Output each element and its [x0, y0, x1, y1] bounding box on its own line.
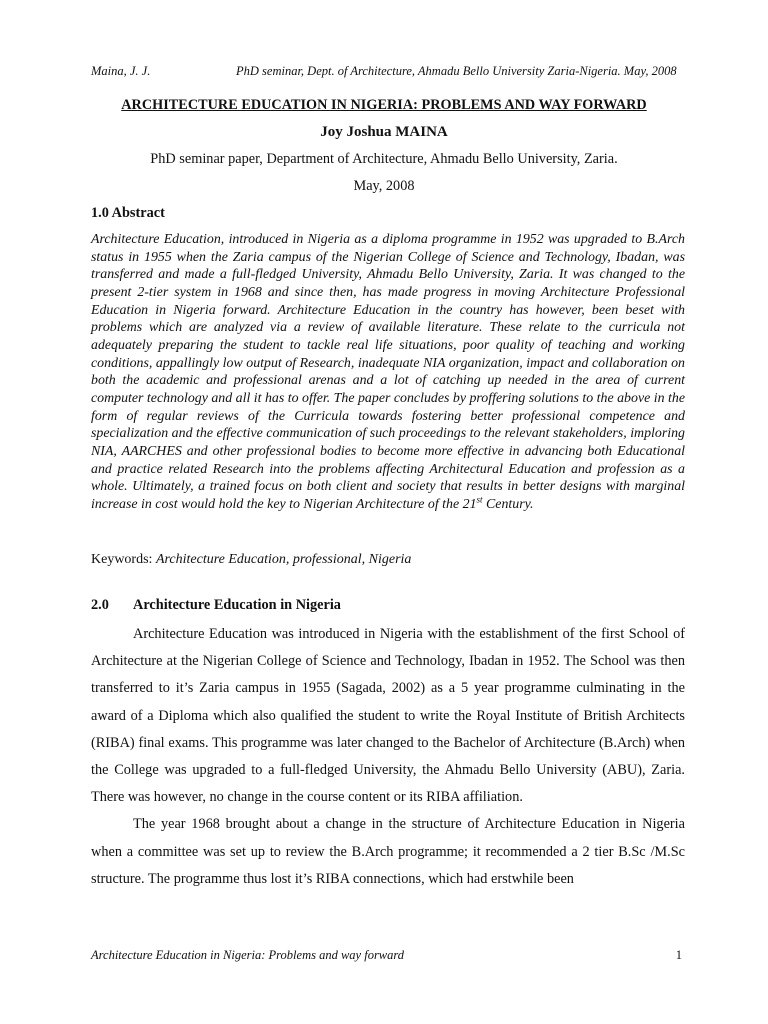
keywords-values: Architecture Education, professional, Nigeria: [155, 552, 412, 567]
abstract-superscript: st: [476, 494, 483, 505]
author-name: Joy Joshua MAINA: [320, 124, 448, 140]
abstract-text: [91, 231, 685, 514]
abstract-main-text: Architecture Education, introduced in Nigeria as a diploma programme in 1952 was upgraded to B.Arch status in 1955 when the Zaria campus of the Nigerian College of Science and Technology, Ibadan, was transferred and made a full-fledged University, Ahmadu Bello University, Zaria. It was changed to the present 2-tier system in 1968 and since then, has made progress in moving Architecture Professional Education in Nigeria forward. Architecture Education in the country has however, been beset with problems which are analyzed via a review of available literature. These relate to the curricula not adequately preparing the student to tackle real life situations, poor quality of teaching and working conditions, appallingly low output of Research, inadequate NIA organization, impact and collaboration on both the academic and professional arenas and a lot of catching up needed in the area of current computer technology and all it has to offer. The paper concludes by proffering solutions to the above in the form of regular reviews of the Curricula towards fostering better professional competence and specialization and the effective communication of such proceedings to the relevant stakeholders, imploring NIA, AARCHES and other professional bodies to become more effective in advancing both Educational and practice related Research into the problems affecting Architectural Education and profession as a whole. Ultimately, a trained focus on both client and society that results in better designs with marginal increase in cost would hold the key to Nigerian Architecture of the 21: [91, 232, 685, 512]
paper-date: May, 2008: [353, 178, 415, 194]
footer-title: Architecture Education in Nigeria: Problems and way forward: [91, 948, 405, 962]
keywords-line: [91, 552, 411, 568]
section-body: [91, 621, 685, 893]
paper-title: ARCHITECTURE EDUCATION IN NIGERIA: PROBLEMS AND WAY FORWARD: [121, 97, 647, 113]
section-number: 2.0: [91, 597, 109, 613]
abstract-heading: 1.0 Abstract: [91, 205, 165, 221]
body-paragraph: Architecture Education was introduced in Nigeria with the establishment of the first School of Architecture at the Nigerian College of Science and Technology, Ibadan in 1952. The School was then transferred to it’s Zaria campus in 1955 (Sagada, 2002) as a 5 year programme culminating in the award of a Diploma which also qualified the student to write the Royal Institute of British Architects (RIBA) final exams. This programme was later changed to the Bachelor of Architecture (B.Arch) when the College was upgraded to a full-fledged University, the Ahmadu Bello University (ABU), Zaria. There was however, no change in the course content or its RIBA affiliation.: [91, 626, 685, 806]
page-number: 1: [675, 948, 682, 962]
keywords-label: Keywords:: [91, 552, 156, 567]
running-header: [91, 64, 682, 79]
header-affiliation: PhD seminar, Dept. of Architecture, Ahmadu Bello University Zaria-Nigeria. May, 2008: [236, 64, 677, 78]
running-footer: [91, 948, 682, 963]
seminar-line: PhD seminar paper, Department of Architecture, Ahmadu Bello University, Zaria.: [150, 151, 618, 167]
body-paragraph: The year 1968 brought about a change in the structure of Architecture Education in Nigeria when a committee was set up to review the B.Arch programme; it recommended a 2 tier B.Sc /M.Sc structure. The programme thus lost it’s RIBA connections, which had erstwhile been: [91, 816, 685, 887]
section-heading: [91, 597, 341, 614]
header-author: Maina, J. J.: [91, 64, 151, 78]
abstract-end-text: Century.: [482, 496, 534, 512]
section-title: Architecture Education in Nigeria: [133, 597, 341, 613]
